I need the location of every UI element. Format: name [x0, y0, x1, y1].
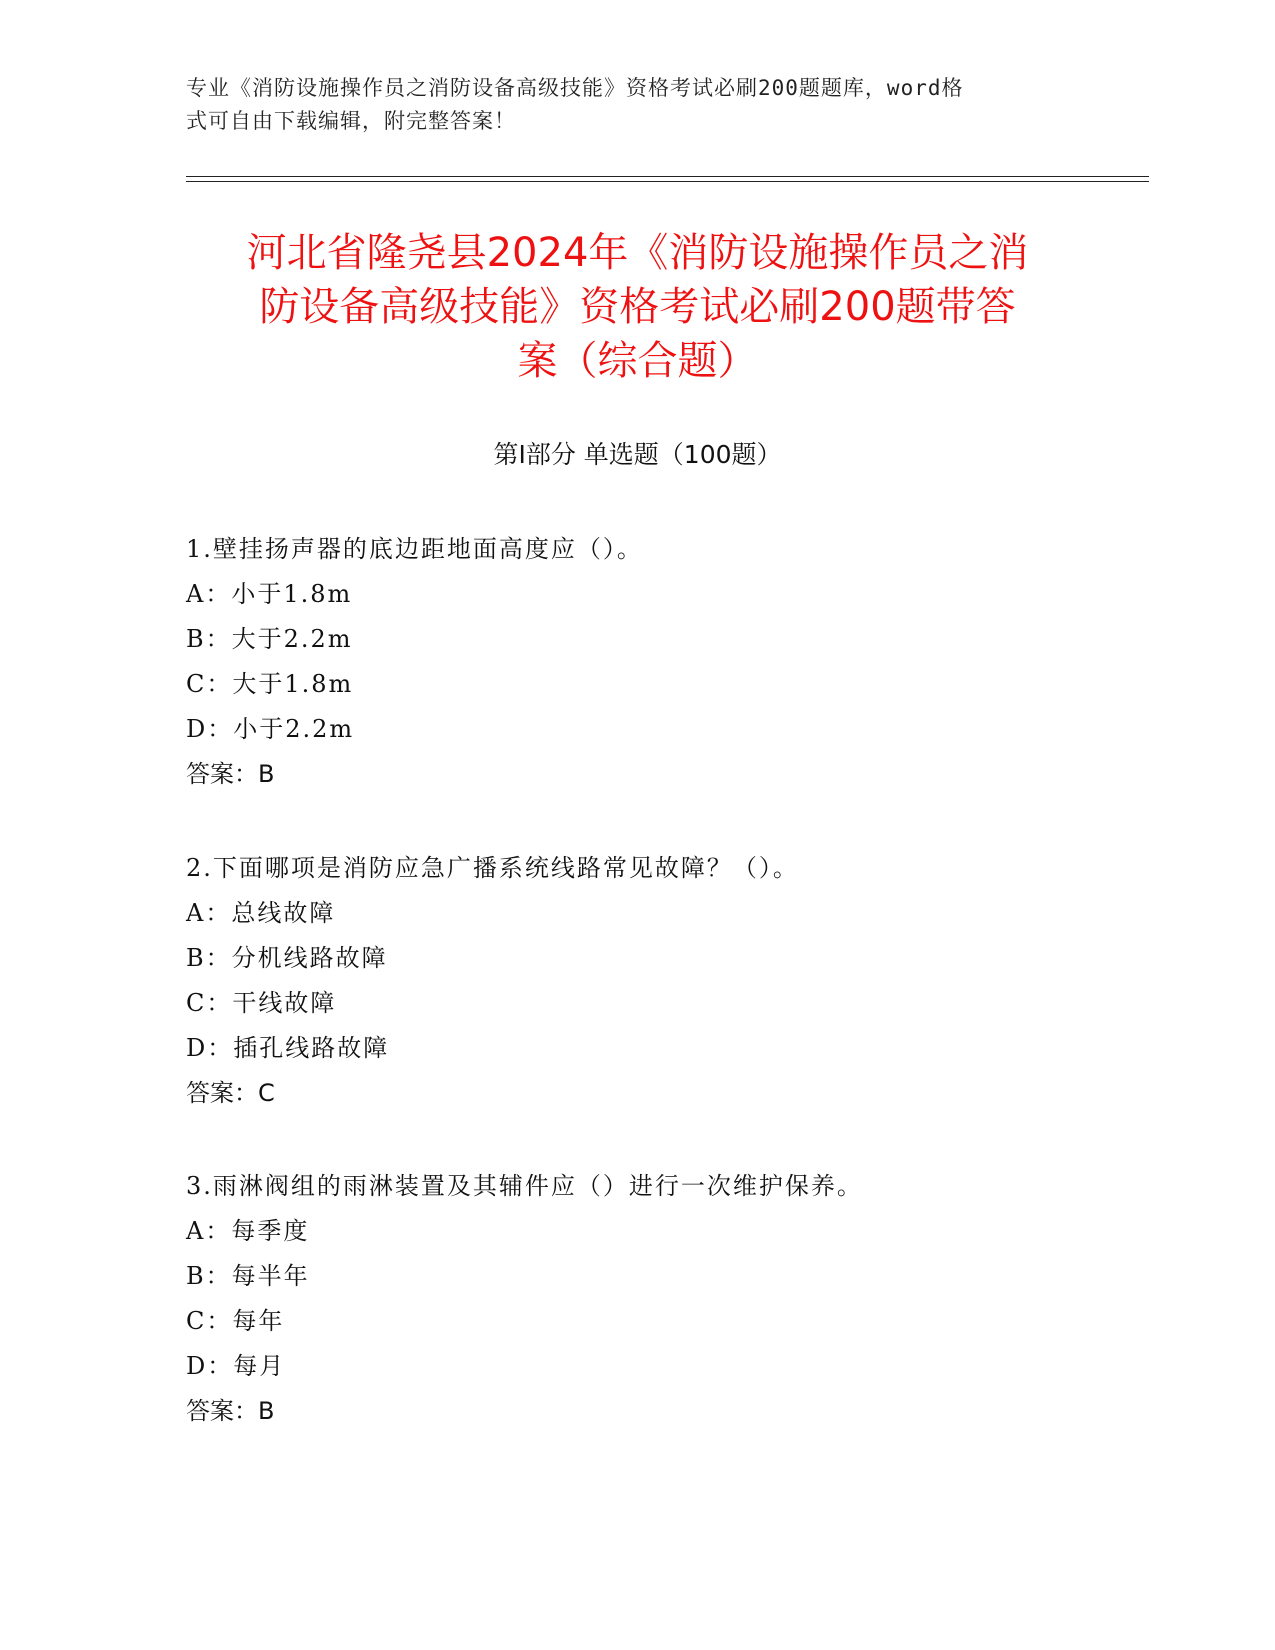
question-2 — [186, 846, 1116, 1116]
document-title-line-2: 防设备高级技能》资格考试必刷200题带答 — [259, 284, 1016, 330]
option-d: D：插孔线路故障 — [186, 1034, 390, 1062]
answer: 答案：C — [186, 1079, 275, 1107]
question-stem: 3.雨淋阀组的雨淋装置及其辅件应（）进行一次维护保养。 — [186, 1172, 863, 1200]
question-stem: 1.壁挂扬声器的底边距地面高度应（）。 — [186, 535, 643, 563]
document-title — [186, 226, 1089, 388]
question-1 — [186, 527, 1116, 797]
option-a: A：总线故障 — [186, 899, 336, 927]
option-a: A：每季度 — [186, 1217, 310, 1245]
header-note — [186, 72, 1066, 138]
header-note-line-1: 专业《消防设施操作员之消防设备高级技能》资格考试必刷200题题库，word格 — [186, 76, 964, 100]
option-c: C：每年 — [186, 1307, 285, 1335]
option-c: C：大于1.8m — [186, 670, 354, 698]
section-heading: 第Ⅰ部分 单选题（100题） — [493, 440, 782, 469]
option-d: D：小于2.2m — [186, 715, 355, 743]
document-title-line-3: 案（综合题） — [517, 338, 758, 384]
option-b: B：大于2.2m — [186, 625, 353, 653]
answer: 答案：B — [186, 760, 275, 788]
header-note-line-2: 式可自由下载编辑，附完整答案！ — [186, 109, 516, 133]
option-b: B：每半年 — [186, 1262, 310, 1290]
option-c: C：干线故障 — [186, 989, 337, 1017]
option-d: D：每月 — [186, 1352, 286, 1380]
header-divider-bottom — [186, 181, 1149, 182]
option-b: B：分机线路故障 — [186, 944, 388, 972]
question-3 — [186, 1164, 1116, 1434]
answer: 答案：B — [186, 1397, 275, 1425]
header-divider-top — [186, 176, 1149, 177]
question-stem: 2.下面哪项是消防应急广播系统线路常见故障？（）。 — [186, 854, 799, 882]
document-title-line-1: 河北省隆尧县2024年《消防设施操作员之消 — [246, 230, 1029, 276]
option-a: A：小于1.8m — [186, 580, 353, 608]
